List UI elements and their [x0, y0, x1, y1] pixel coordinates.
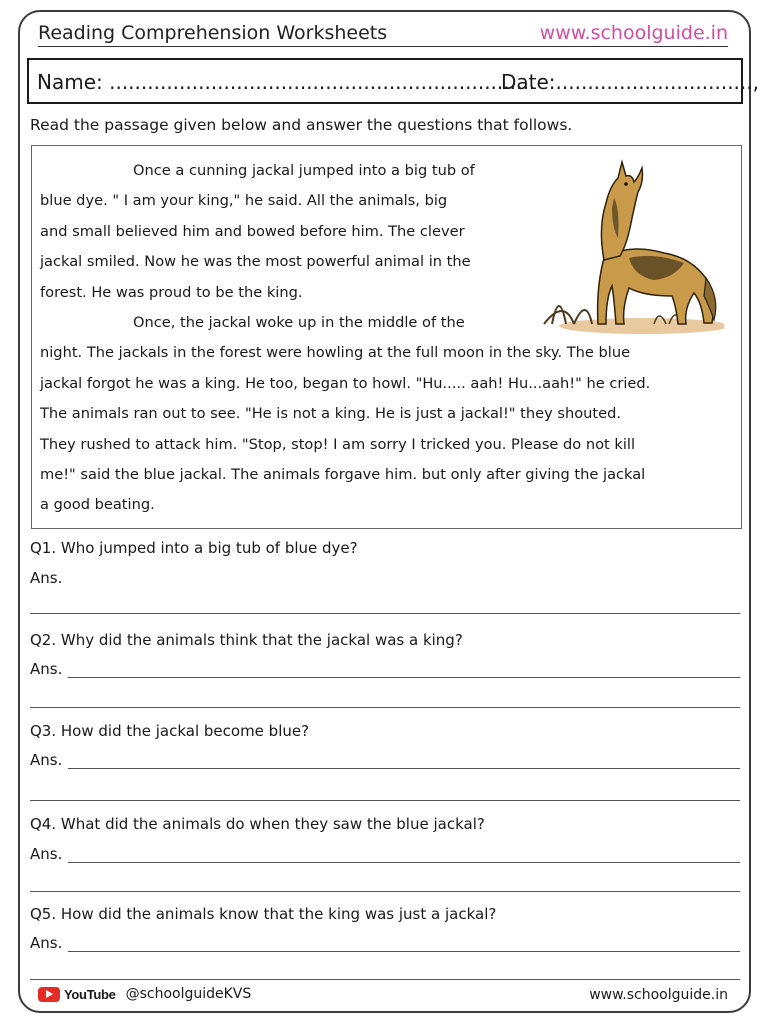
youtube-credit[interactable] [38, 986, 251, 1002]
answer-label: Ans. [30, 660, 63, 678]
passage-line: and small believed him and bowed before him. The clever [40, 222, 465, 240]
answer-line[interactable] [30, 707, 740, 708]
question-text: Q2. Why did the animals think that the jackal was a king? [30, 631, 463, 649]
youtube-wordmark: YouTube [64, 986, 116, 1002]
answer-label: Ans. [30, 934, 63, 952]
answer-row [30, 934, 740, 956]
date-field: Date:..............................., [501, 70, 759, 94]
question-block [30, 539, 740, 587]
passage-line: a good beating. [40, 496, 155, 514]
passage-line: The animals ran out to see. "He is not a king. He is just a jackal!" they shouted. [40, 405, 622, 423]
name-field: Name: ................................................................... [37, 70, 536, 94]
name-date-box [27, 58, 759, 104]
worksheet-title: Reading Comprehension Worksheets [38, 22, 388, 44]
passage-line: jackal forgot he was a king. He too, began to howl. "Hu..... aah! Hu...aah!" he cried. [40, 374, 651, 392]
answer-row [30, 751, 740, 773]
question-text: Q5. How did the animals know that the king was just a jackal? [30, 905, 497, 923]
header-underline [38, 46, 728, 47]
question-block [30, 631, 740, 678]
passage-line: Once a cunning jackal jumped into a big tub of [133, 162, 475, 179]
answer-line[interactable] [30, 979, 740, 980]
question-block [30, 905, 740, 952]
question-text: Q4. What did the animals do when they saw the blue jackal? [30, 815, 485, 833]
worksheet-footer [38, 986, 728, 1008]
youtube-handle: @schoolguideKVS [125, 986, 252, 1002]
passage-line: me!" said the blue jackal. The animals forgave him. but only after giving the jackal [40, 465, 646, 483]
passage-line: blue dye. " I am your king," he said. All the animals, big [40, 192, 448, 210]
answer-line[interactable] [68, 677, 740, 678]
passage-line: jackal smiled. Now he was the most powerful animal in the [40, 253, 471, 271]
passage-box [31, 145, 742, 529]
answer-line[interactable] [68, 768, 740, 769]
instructions: Read the passage given below and answer the questions that follows. [30, 116, 573, 134]
question-block [30, 722, 740, 769]
passage-line: They rushed to attack him. "Stop, stop! I am sorry I tricked you. Please do not kill [40, 435, 636, 453]
answer-label: Ans. [30, 845, 63, 863]
answer-row [30, 660, 740, 682]
answer-line[interactable] [30, 800, 740, 801]
footer-url[interactable]: www.schoolguide.in [589, 987, 728, 1003]
question-block [30, 815, 740, 863]
passage-line: night. The jackals in the forest were howling at the full moon in the sky. The blue [40, 344, 631, 362]
answer-line[interactable] [30, 891, 740, 892]
passage-line: Once, the jackal woke up in the middle of the [133, 313, 465, 331]
passage-line: forest. He was proud to be the king. [40, 283, 303, 301]
answer-row [30, 845, 740, 867]
question-text: Q1. Who jumped into a big tub of blue dye? [30, 539, 358, 557]
answer-row [30, 569, 740, 591]
question-text: Q3. How did the jackal become blue? [30, 722, 310, 740]
answer-line[interactable] [68, 862, 740, 863]
answer-label: Ans. [30, 751, 63, 769]
answer-line[interactable] [30, 613, 740, 614]
answer-label: Ans. [30, 569, 63, 587]
answer-line[interactable] [68, 951, 740, 952]
passage-text [40, 156, 732, 521]
youtube-icon [38, 987, 60, 1002]
header-url: www.schoolguide.in [539, 22, 728, 44]
